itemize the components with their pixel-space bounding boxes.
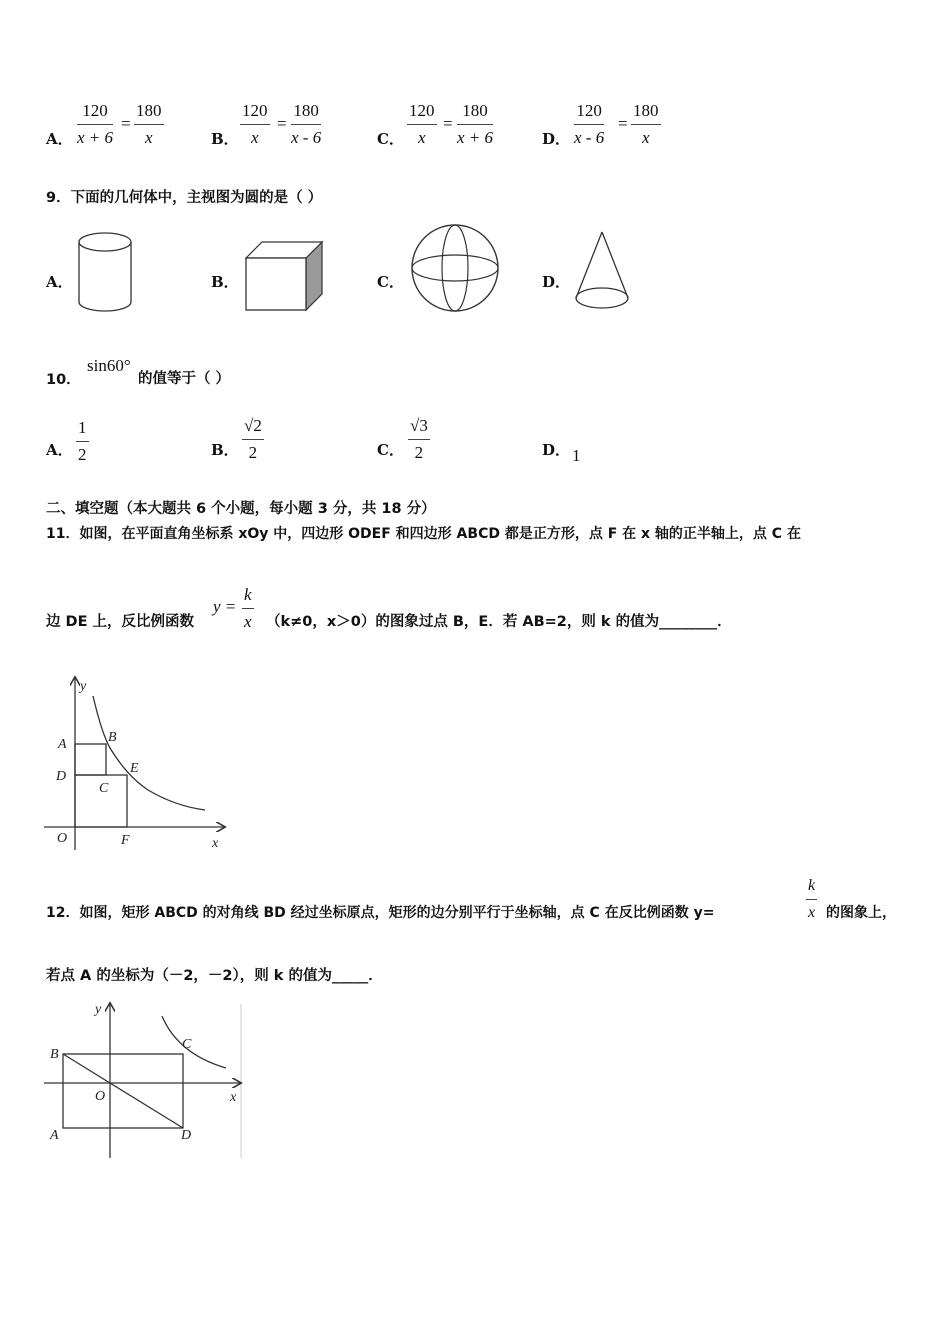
q8-option-c-label: C． [377,130,404,148]
q8-option-d-label: D． [542,130,571,148]
equals-sign: = [618,114,628,133]
q8-option-c-left-fraction [407,101,437,148]
q10-expression: sin60° [87,356,131,375]
q8-option-c-right-fraction [457,101,493,148]
point-label-o: O [57,831,68,846]
q10-option-a-label: A． [46,441,73,459]
point-label-d: D [181,1128,192,1143]
q9-option-a-label: A． [46,273,73,291]
denominator: 2 [248,443,258,462]
equals-sign: = [277,114,287,133]
denominator: x + 6 [77,128,114,147]
numerator: 120 [82,101,108,120]
numerator: 180 [462,101,488,120]
hyperbola-curve [93,696,205,810]
denominator: x [808,904,816,921]
q10-stem: 的值等于（ ） [138,371,231,387]
point-label-o: O [95,1089,106,1104]
q8-option-d-right-fraction [631,101,661,148]
diagonal-bd [63,1054,183,1128]
axis-label-y: y [80,679,87,694]
q10-number: 10． [46,372,81,388]
square-abcd [75,744,106,775]
numerator: √2 [244,416,262,435]
cone-icon [570,228,634,314]
q8-option-b-right-fraction [291,101,321,148]
numerator: 1 [78,418,87,437]
cube-icon [240,236,328,316]
q11-text-line1: 11．如图，在平面直角坐标系 xOy 中，四边形 ODEF 和四边形 ABCD 都是正方形，点 F 在 x 轴的正半轴上，点 C 在 [46,526,801,542]
denominator: x [641,128,650,147]
numerator: 120 [242,101,268,120]
q8-option-b-label: B． [211,130,239,148]
point-label-b: B [50,1047,59,1062]
q10-option-d-label: D． [542,441,571,459]
q10-option-d-value: 1 [572,446,581,465]
q11-text-line2-end: （k≠0，x＞0）的图象过点 B，E．若 AB=2，则 k 的值为________． [266,614,732,630]
axis-label-x: x [212,836,219,851]
denominator: x [244,612,252,631]
section-title: 二、填空题（本大题共 6 个小题，每小题 3 分，共 18 分） [46,501,436,517]
q11-function-lhs: y = [213,597,237,616]
numerator: 180 [633,101,659,120]
equals-sign: = [121,114,131,133]
sphere-icon [406,221,504,315]
point-label-a: A [58,737,67,752]
q12-figure [40,998,252,1163]
q8-option-d-left-fraction [574,101,604,148]
q12-text-line1-end: 的图象上， [826,905,896,921]
numerator: 180 [136,101,162,120]
point-label-f: F [121,833,130,848]
q12-text-line2: 若点 A 的坐标为（－2，－2），则 k 的值为_____． [46,968,383,984]
denominator: 2 [414,443,424,462]
q10-option-a-fraction [76,418,89,465]
point-label-c: C [99,781,109,796]
q10-option-c-fraction [408,416,430,463]
q10-option-c-label: C． [377,441,404,459]
q11-figure [40,672,240,858]
q11-text-line2-start: 边 DE 上，反比例函数 [46,614,195,630]
numerator: k [244,585,252,604]
numerator: 180 [293,101,319,120]
q12-text-line1-start: 12．如图，矩形 ABCD 的对角线 BD 经过坐标原点，矩形的边分别平行于坐标轴，点 C 在反比例函数 y= [46,905,715,921]
denominator: x - 6 [291,128,322,147]
q9-option-c-label: C． [377,273,404,291]
q9-stem: 9．下面的几何体中，主视图为圆的是（ ） [46,190,323,206]
axis-label-x: x [230,1090,237,1105]
denominator: x [144,128,153,147]
q11-function-fraction [242,585,254,632]
q8-option-b-left-fraction [240,101,270,148]
q8-option-a-label: A． [46,130,73,148]
equals-sign: = [443,114,453,133]
numerator: 120 [409,101,435,120]
q9-option-d-label: D． [542,273,571,291]
axis-label-y: y [95,1002,102,1017]
denominator: x [417,128,426,147]
q9-option-b-label: B． [211,273,239,291]
denominator: x - 6 [574,128,605,147]
q8-option-a-left-fraction [77,101,113,148]
numerator: k [808,877,816,894]
q8-option-a-right-fraction [134,101,164,148]
point-label-b: B [108,730,117,745]
point-label-a: A [50,1128,59,1143]
denominator: 2 [78,445,87,464]
point-label-e: E [130,761,139,776]
q12-function-fraction [806,876,817,923]
denominator: x + 6 [457,128,494,147]
point-label-d: D [56,769,67,784]
denominator: x [250,128,259,147]
numerator: 120 [576,101,602,120]
point-label-c: C [182,1037,192,1052]
q10-option-b-label: B． [211,441,239,459]
cylinder-icon [74,230,138,314]
hyperbola-curve [162,1016,226,1068]
q10-option-b-fraction [242,416,264,463]
numerator: √3 [410,416,428,435]
